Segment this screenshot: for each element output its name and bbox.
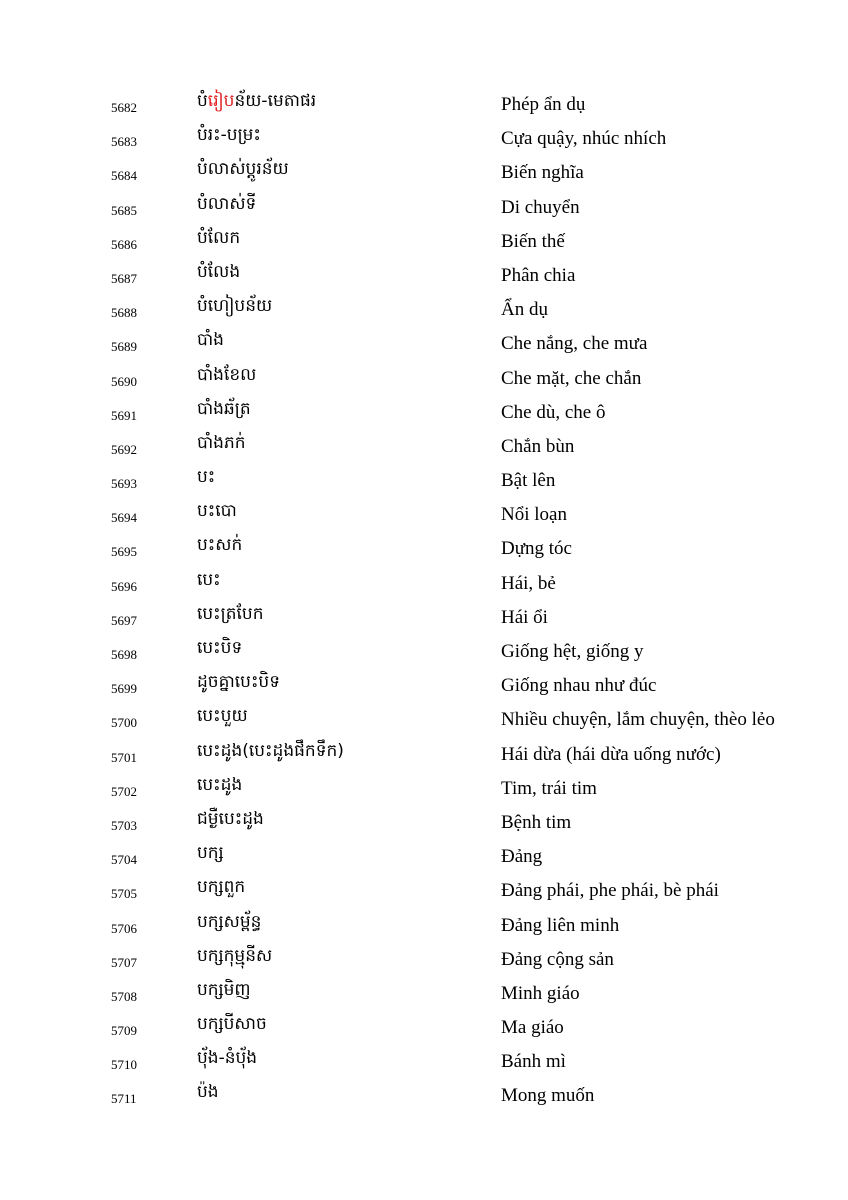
entry-number: 5701 [111, 749, 137, 765]
khmer-term-text: បេះបិទ [197, 638, 243, 658]
vietnamese-translation: Đảng liên minh [501, 914, 620, 936]
vietnamese-translation: Tim, trái tim [501, 777, 597, 799]
khmer-term [197, 603, 264, 625]
dictionary-entry [0, 635, 848, 669]
entry-number: 5684 [111, 168, 137, 184]
khmer-term-text: បះ [197, 467, 216, 488]
dictionary-entry [0, 259, 848, 293]
khmer-term-highlight: រៀប [207, 91, 235, 111]
khmer-term [197, 705, 248, 727]
dictionary-entry [0, 156, 848, 190]
khmer-term-text: ជម្ងឺបេះដូង [197, 808, 264, 829]
dictionary-entry [0, 88, 848, 122]
khmer-term [197, 569, 221, 591]
vietnamese-translation: Biến nghĩa [501, 162, 584, 184]
khmer-term-text: ប៉័ង-នំប៉័ង [197, 1048, 258, 1069]
vietnamese-translation: Che dù, che ô [501, 401, 606, 423]
vietnamese-translation: Ẩn dụ [501, 299, 548, 321]
vietnamese-translation: Phép ẩn dụ [501, 94, 586, 115]
khmer-term-text: បំលែង [197, 261, 241, 282]
dictionary-entry [0, 122, 848, 156]
vietnamese-translation: Giống nhau như đúc [501, 675, 657, 697]
entry-number: 5702 [111, 783, 137, 799]
khmer-term [197, 1013, 267, 1035]
entry-number: 5708 [111, 988, 137, 1004]
khmer-term [197, 193, 256, 215]
khmer-term-text: បក្សមិញ [197, 979, 251, 1000]
khmer-term [197, 740, 344, 762]
khmer-term-text: បះបោ [197, 501, 237, 522]
entry-number: 5698 [111, 647, 137, 662]
dictionary-entry [0, 362, 848, 396]
khmer-term [197, 945, 272, 967]
vietnamese-translation: Biến thế [501, 230, 565, 252]
khmer-term [197, 329, 224, 351]
khmer-term-text: បំលែក [197, 227, 241, 248]
dictionary-entry [0, 396, 848, 430]
khmer-term-text: បាំងឆ័ត្រ [197, 398, 251, 419]
dictionary-entry [0, 840, 848, 874]
khmer-term-text-suffix: ន័យ-មេតាផរ [234, 91, 317, 111]
khmer-term [197, 158, 289, 180]
khmer-term-text: បក្សពួក [197, 877, 246, 898]
vietnamese-translation: Phân chia [501, 264, 576, 286]
khmer-term [197, 1047, 257, 1069]
vietnamese-translation: Minh giáo [501, 982, 580, 1004]
khmer-term [197, 876, 245, 898]
vietnamese-translation: Chắn bùn [501, 435, 575, 457]
khmer-term-text: បំលាស់ប្តូរន័យ [197, 159, 289, 180]
entry-number: 5690 [111, 373, 137, 389]
khmer-term [197, 911, 261, 933]
dictionary-entry [0, 909, 848, 943]
entry-number: 5692 [111, 441, 137, 457]
khmer-term-text: ដូចគ្នាបេះបិទ [197, 672, 281, 693]
vietnamese-translation: Che mặt, che chắn [501, 367, 642, 389]
dictionary-entry [0, 1079, 848, 1113]
entry-number: 5704 [111, 852, 137, 868]
entry-number: 5686 [111, 236, 137, 252]
khmer-term-text: ប៉ង [197, 1082, 219, 1103]
entry-number: 5699 [111, 681, 137, 697]
entry-number: 5683 [111, 134, 137, 150]
khmer-term-text: បាំង [197, 330, 224, 351]
vietnamese-translation: Bánh mì [501, 1051, 566, 1073]
khmer-term [197, 842, 224, 864]
entry-number: 5688 [111, 305, 137, 321]
vietnamese-translation: Dựng tóc [501, 538, 572, 560]
vietnamese-translation: Hái ổi [501, 606, 548, 628]
khmer-term [197, 364, 256, 386]
entry-number: 5700 [111, 715, 137, 731]
dictionary-entry [0, 532, 848, 566]
entry-number: 5703 [111, 817, 137, 833]
khmer-term [197, 1081, 219, 1103]
khmer-term [197, 398, 251, 420]
khmer-term-text: បេះត្របែក [197, 603, 264, 624]
khmer-term [197, 534, 242, 556]
vietnamese-translation: Giống hệt, giống y [501, 641, 644, 662]
vietnamese-translation: Đảng [501, 846, 543, 868]
entry-list [0, 88, 848, 1114]
dictionary-entry [0, 772, 848, 806]
khmer-term-text: បេះ [197, 569, 221, 590]
khmer-term-text: បាំងភក់ [197, 432, 246, 453]
entry-number: 5705 [111, 886, 137, 902]
vietnamese-translation: Nổi loạn [501, 504, 567, 526]
dictionary-entry [0, 225, 848, 259]
entry-number: 5695 [111, 544, 137, 560]
dictionary-entry [0, 703, 848, 737]
vietnamese-translation: Hái, bẻ [501, 572, 556, 594]
dictionary-entry [0, 464, 848, 498]
entry-number: 5707 [111, 954, 137, 970]
khmer-term-text: បះសក់ [197, 535, 243, 556]
khmer-term-text: បេះដូង(បេះដូងផឹកទឹក) [197, 740, 344, 761]
entry-number: 5682 [111, 100, 137, 115]
entry-number: 5710 [111, 1057, 137, 1073]
khmer-term-text: បំ [197, 91, 208, 111]
khmer-term-text: បំរះ-បម្រះ [197, 125, 261, 146]
dictionary-entry [0, 874, 848, 908]
khmer-term-text: បំលាស់ទី [197, 193, 257, 214]
vietnamese-translation: Đảng phái, phe phái, bè phái [501, 880, 719, 902]
khmer-term [197, 90, 316, 112]
khmer-term [197, 637, 242, 659]
vietnamese-translation: Mong muốn [501, 1085, 595, 1107]
khmer-term [197, 979, 251, 1001]
entry-number: 5709 [111, 1023, 137, 1039]
khmer-term [197, 500, 237, 522]
entry-number: 5689 [111, 339, 137, 355]
khmer-term-text: បេះបួយ [197, 706, 248, 727]
entry-number: 5687 [111, 270, 137, 286]
khmer-term [197, 432, 246, 454]
entry-number: 5691 [111, 407, 137, 423]
vietnamese-translation: Bật lên [501, 470, 556, 492]
entry-number: 5706 [111, 920, 137, 936]
dictionary-entry [0, 430, 848, 464]
vietnamese-translation: Nhiều chuyện, lắm chuyện, thèo lẻo [501, 709, 775, 731]
entry-number: 5694 [111, 510, 137, 526]
dictionary-entry [0, 1011, 848, 1045]
entry-number: 5696 [111, 578, 137, 594]
dictionary-entry [0, 498, 848, 532]
khmer-term [197, 466, 215, 488]
vietnamese-translation: Che nắng, che mưa [501, 333, 648, 355]
khmer-term-text: បក្សបីសាច [197, 1014, 267, 1035]
entry-number: 5697 [111, 612, 137, 628]
khmer-term-text: បក្សកុម្មុនីស [197, 945, 273, 966]
dictionary-entry [0, 738, 848, 772]
khmer-term [197, 124, 261, 146]
entry-number: 5685 [111, 202, 137, 218]
dictionary-entry [0, 943, 848, 977]
dictionary-entry [0, 191, 848, 225]
khmer-term-text: បាំងខែល [197, 364, 257, 385]
entry-number: 5693 [111, 476, 137, 492]
khmer-term [197, 808, 264, 830]
dictionary-entry [0, 977, 848, 1011]
vietnamese-translation: Bệnh tim [501, 811, 572, 833]
vietnamese-translation: Ma giáo [501, 1017, 564, 1039]
khmer-term-text: បក្ស [197, 843, 224, 864]
khmer-term [197, 671, 280, 693]
vietnamese-translation: Đảng cộng sản [501, 948, 614, 970]
dictionary-entry [0, 293, 848, 327]
khmer-term [197, 295, 272, 317]
khmer-term [197, 227, 240, 249]
dictionary-entry [0, 327, 848, 361]
khmer-term [197, 261, 240, 283]
dictionary-entry [0, 669, 848, 703]
entry-number: 5711 [111, 1091, 137, 1107]
khmer-term-text: បំហៀបន័យ [197, 296, 273, 317]
dictionary-entry [0, 806, 848, 840]
vietnamese-translation: Cựa quậy, nhúc nhích [501, 128, 667, 150]
dictionary-entry [0, 1045, 848, 1079]
dictionary-entry [0, 567, 848, 601]
khmer-term [197, 774, 242, 796]
dictionary-entry [0, 601, 848, 635]
vietnamese-translation: Hái dừa (hái dừa uống nước) [501, 743, 721, 765]
khmer-term-text: បក្សសម្ព័ន្ធ [197, 911, 262, 932]
vietnamese-translation: Di chuyển [501, 196, 580, 218]
khmer-term-text: បេះដូង [197, 774, 243, 795]
